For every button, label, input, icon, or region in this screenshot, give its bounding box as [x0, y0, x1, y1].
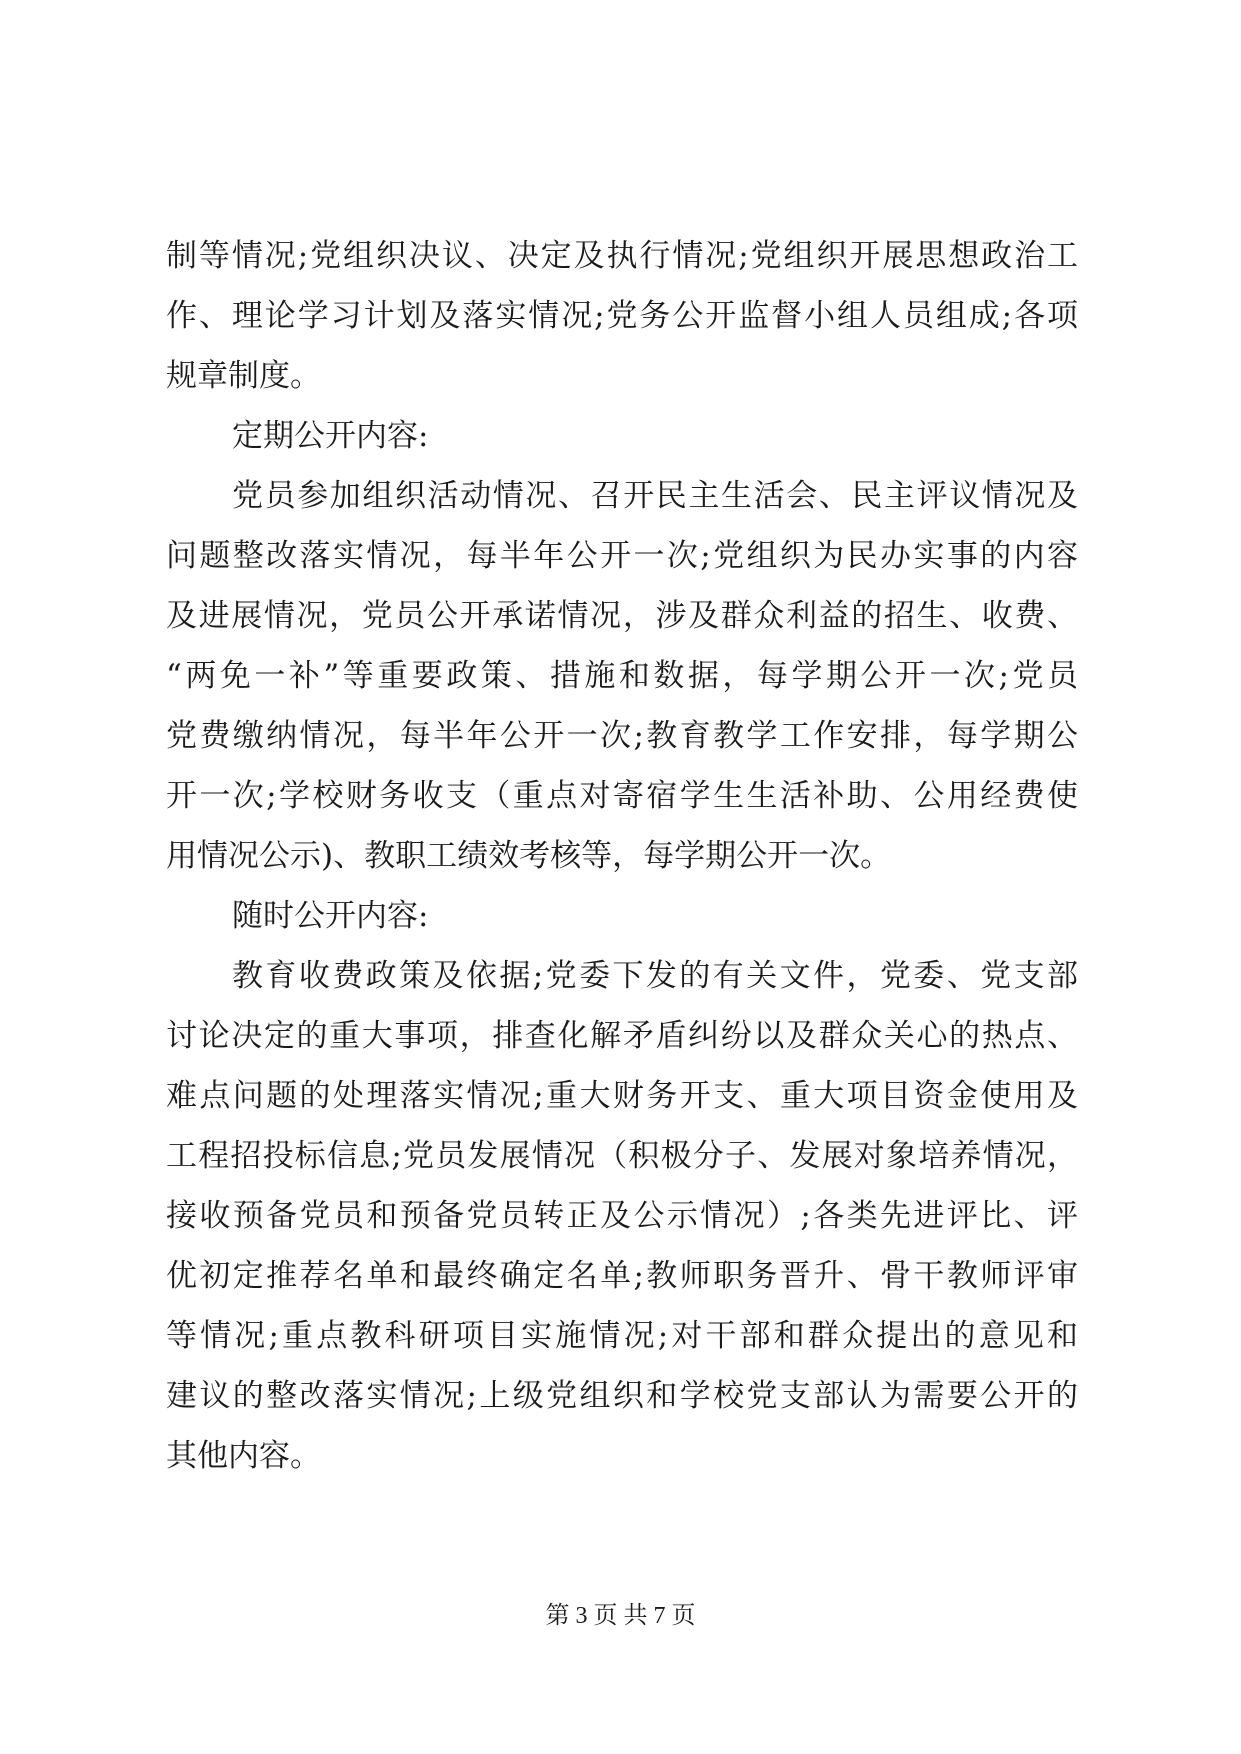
document-body	[166, 226, 1078, 1486]
section-heading-regular-disclosure: 定期公开内容:	[232, 418, 429, 454]
page-number-footer: 第 3 页 共 7 页	[545, 1603, 696, 1629]
paragraph-line: 作、理论学习计划及落实情况;党务公开监督小组人员组成;各项	[166, 298, 1078, 334]
paragraph-line: 建议的整改落实情况;上级党组织和学校党支部认为需要公开的	[166, 1378, 1078, 1414]
paragraph-line: “两免一补”等重要政策、措施和数据，每学期公开一次;党员	[166, 658, 1078, 694]
paragraph-line: 难点问题的处理落实情况;重大财务开支、重大项目资金使用及	[166, 1078, 1078, 1114]
paragraph-line: 工程招投标信息;党员发展情况（积极分子、发展对象培养情况，	[166, 1138, 1078, 1174]
paragraph-line: 优初定推荐名单和最终确定名单;教师职务晋升、骨干教师评审	[166, 1258, 1078, 1294]
paragraph-line: 党员参加组织活动情况、召开民主生活会、民主评议情况及	[232, 478, 1078, 514]
paragraph-line: 讨论决定的重大事项，排查化解矛盾纠纷以及群众关心的热点、	[166, 1018, 1078, 1054]
paragraph-line: 制等情况;党组织决议、决定及执行情况;党组织开展思想政治工	[166, 238, 1078, 274]
paragraph-line: 及进展情况，党员公开承诺情况，涉及群众利益的招生、收费、	[166, 598, 1078, 634]
paragraph-line: 接收预备党员和预备党员转正及公示情况）;各类先进评比、评	[166, 1198, 1078, 1234]
paragraph-line: 开一次;学校财务收支（重点对寄宿学生生活补助、公用经费使	[166, 778, 1078, 814]
paragraph-line: 等情况;重点教科研项目实施情况;对干部和群众提出的意见和	[166, 1318, 1078, 1354]
section-heading-anytime-disclosure: 随时公开内容:	[232, 898, 429, 934]
paragraph-line: 教育收费政策及依据;党委下发的有关文件，党委、党支部	[232, 958, 1078, 994]
paragraph-line: 问题整改落实情况，每半年公开一次;党组织为民办实事的内容	[166, 538, 1078, 574]
paragraph-line: 党费缴纳情况，每半年公开一次;教育教学工作安排，每学期公	[166, 718, 1078, 754]
paragraph-line: 用情况公示)、教职工绩效考核等，每学期公开一次。	[166, 838, 892, 874]
paragraph-line: 规章制度。	[166, 358, 321, 394]
paragraph-line: 其他内容。	[166, 1438, 321, 1474]
